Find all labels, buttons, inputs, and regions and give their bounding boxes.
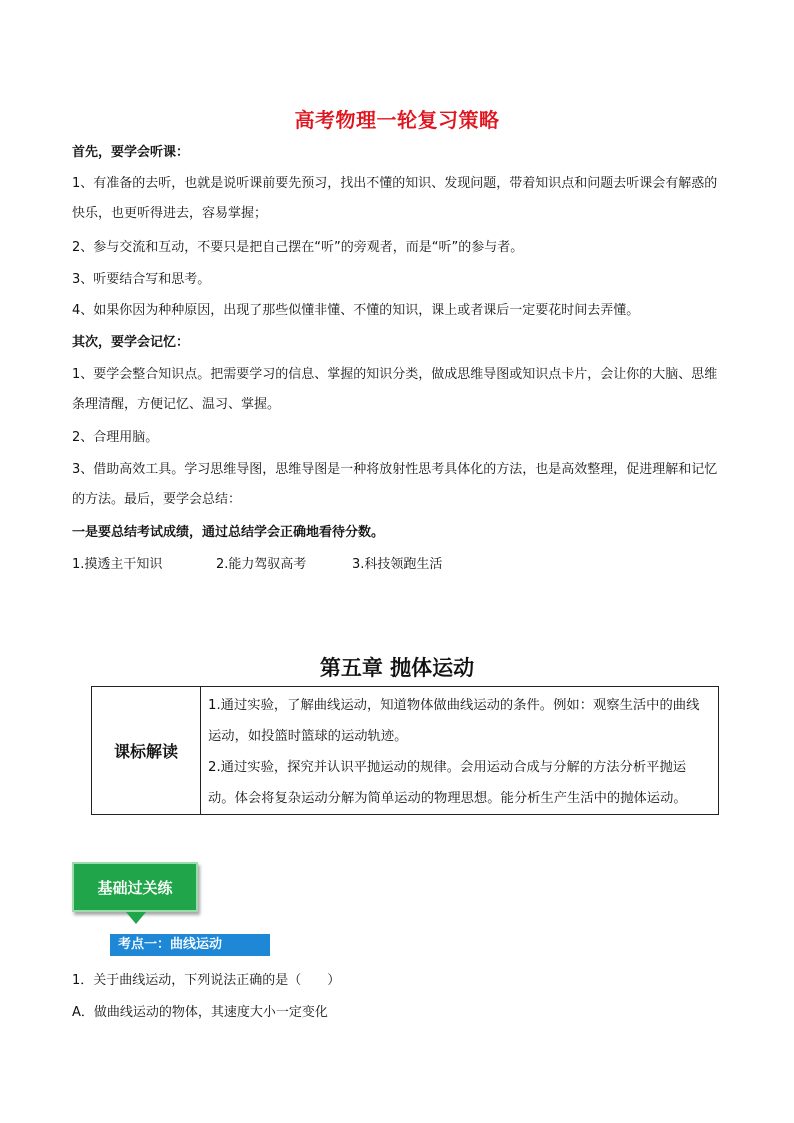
summary-tag-3: 3.科技领跑生活 bbox=[352, 557, 443, 572]
question-option-a: A．做曲线运动的物体，其速度大小一定变化 bbox=[72, 1005, 328, 1020]
section-tag-label: 基础过关练 bbox=[97, 878, 173, 897]
paragraph-first-3: 3、听要结合写和思考。 bbox=[72, 272, 211, 287]
paragraph-second-3: 3、借助高效工具。学习思维导图，思维导图是一种将放射性思考具体化的方法，也是高效整理，促进理解和记忆的方法。最后，要学会总结： bbox=[72, 462, 718, 507]
question-stem: 1．关于曲线运动，下列说法正确的是（ ） bbox=[72, 973, 341, 988]
summary-tag-1: 1.摸透主干知识 bbox=[72, 557, 163, 572]
paragraph-first-1: 1、有准备的去听，也就是说听课前要先预习，找出不懂的知识、发现问题，带着知识点和问题去听课会有解惑的快乐，也更听得进去，容易掌握； bbox=[72, 176, 718, 221]
standards-header: 课标解读 bbox=[92, 687, 201, 814]
section-tag-banner bbox=[72, 862, 198, 912]
section-heading-first: 首先，要学会听课： bbox=[72, 145, 190, 160]
standards-item-1: 1.通过实验，了解曲线运动，知道物体做曲线运动的条件。例如：观察生活中的曲线运动，如投篮时篮球的运动轨迹。 bbox=[208, 698, 700, 744]
summary-tag-2: 2.能力驾驭高考 bbox=[216, 557, 307, 572]
paragraph-second-1: 1、要学会整合知识点。把需要学习的信息、掌握的知识分类，做成思维导图或知识点卡片，会让你的大脑、思维条理清醒，方便记忆、温习、掌握。 bbox=[72, 367, 718, 412]
paragraph-first-4: 4、如果你因为种种原因，出现了那些似懂非懂、不懂的知识，课上或者课后一定要花时间去弄懂。 bbox=[72, 303, 640, 318]
standards-table bbox=[91, 686, 719, 815]
knowledge-point-label: 考点一：曲线运动 bbox=[110, 934, 270, 956]
paragraph-first-2: 2、参与交流和互动，不要只是把自己摆在“听”的旁观者，而是“听”的参与者。 bbox=[72, 240, 524, 255]
standards-item-2: 2.通过实验，探究并认识平抛运动的规律。会用运动合成与分解的方法分析平抛运动。体会将复杂运动分解为简单运动的物理思想。能分析生产生活中的抛体运动。 bbox=[208, 760, 687, 806]
chapter-title: 第五章 抛体运动 bbox=[319, 655, 475, 680]
section-heading-second: 其次，要学会记忆： bbox=[72, 335, 190, 350]
paragraph-second-2: 2、合理用脑。 bbox=[72, 430, 159, 445]
document-title: 高考物理一轮复习策略 bbox=[294, 108, 500, 132]
standards-content bbox=[201, 687, 718, 814]
summary-bold-line: 一是要总结考试成绩，通过总结学会正确地看待分数。 bbox=[72, 525, 385, 540]
